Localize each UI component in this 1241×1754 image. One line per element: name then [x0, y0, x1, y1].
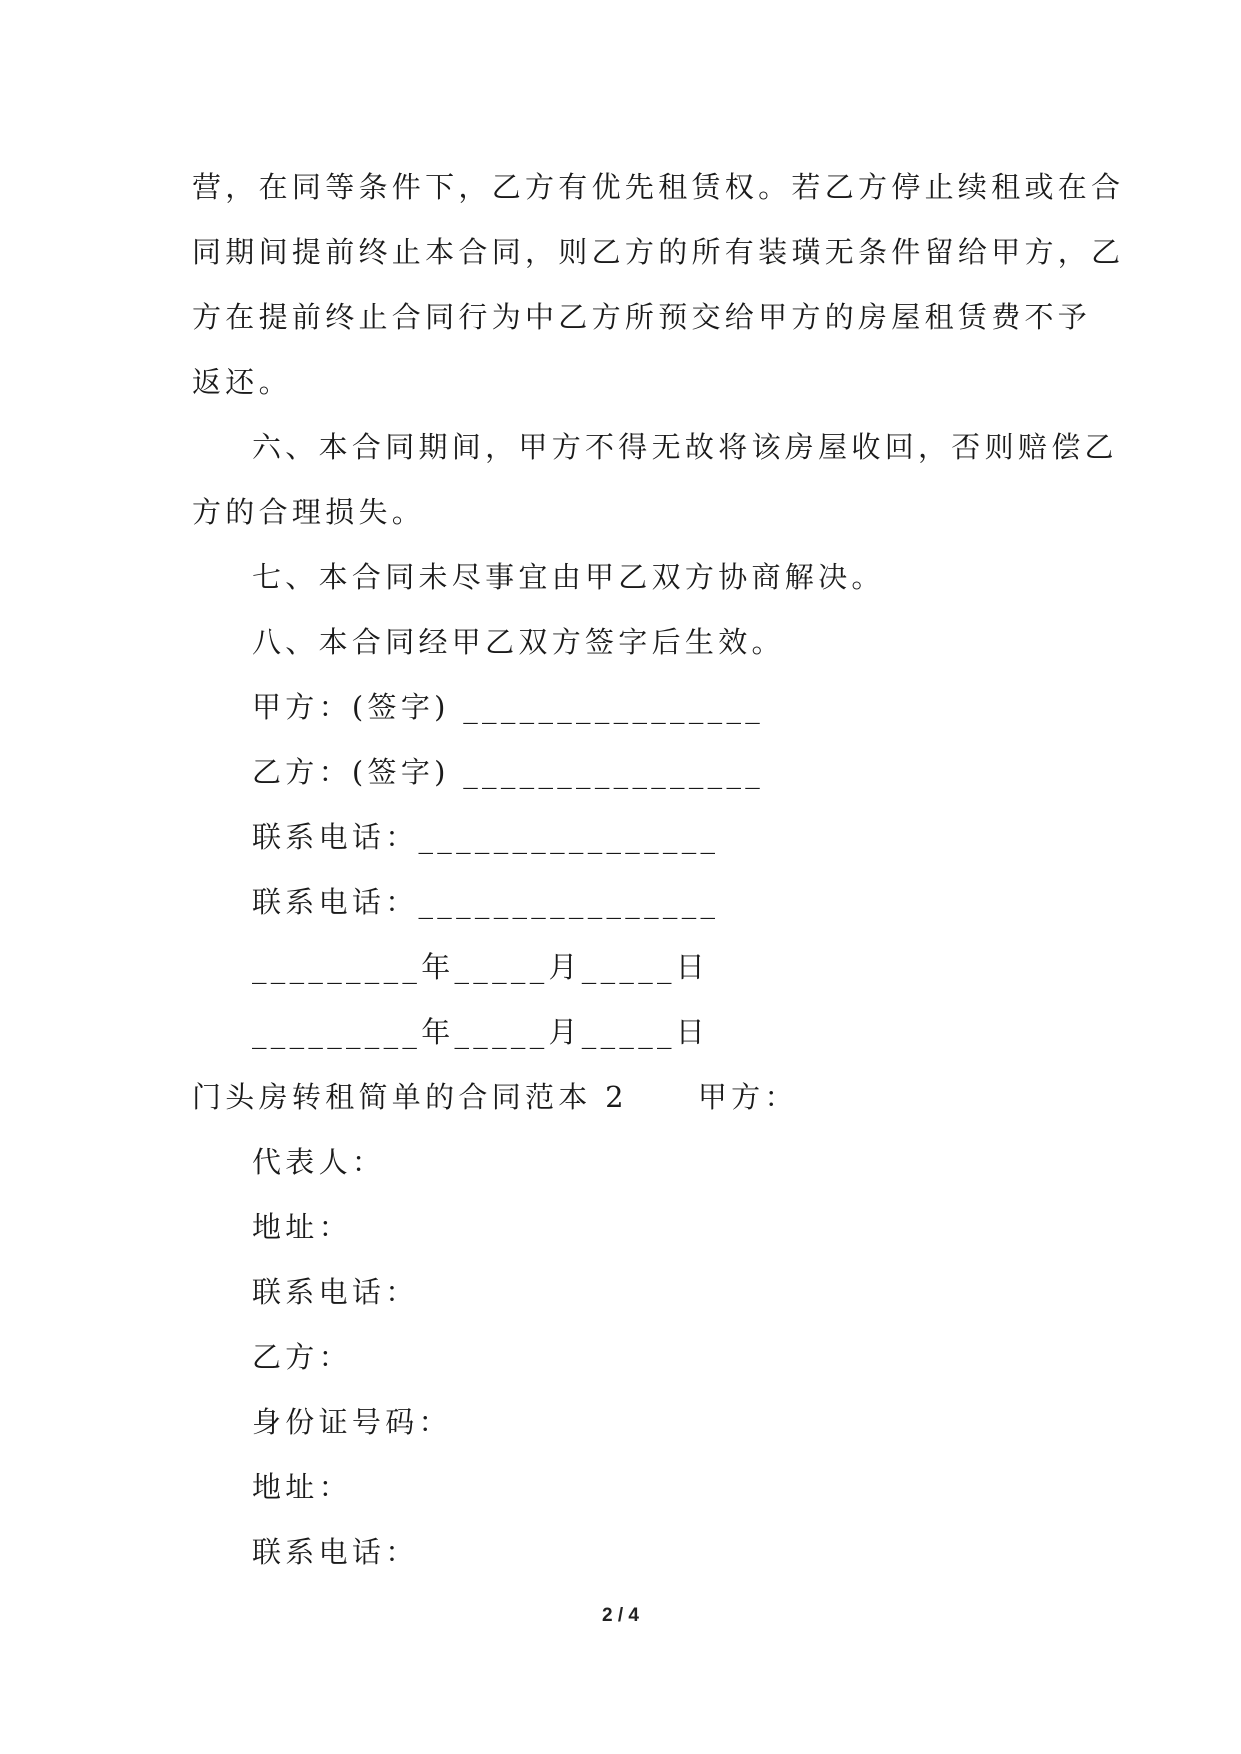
address-a-label: 地址：	[252, 1210, 352, 1244]
id-number-label: 身份证号码：	[252, 1405, 452, 1439]
clause-7: 七、本合同未尽事宜由甲乙双方协商解决。	[252, 560, 885, 594]
document-body	[192, 155, 1125, 1585]
address-b-label: 地址：	[252, 1470, 352, 1504]
phone-line-1: 联系电话：________________	[252, 820, 720, 854]
phone-line-2: 联系电话：________________	[252, 885, 720, 919]
clause-8: 八、本合同经甲乙双方签字后生效。	[252, 625, 785, 659]
party-b-label: 乙方：	[252, 1340, 352, 1374]
contract-2-party-a-label: 甲方：	[697, 1080, 798, 1114]
party-a-signature-line: 甲方：(签字) ________________	[252, 690, 765, 724]
date-line-2: _________年_____月_____日	[252, 1015, 710, 1049]
date-line-1: _________年_____月_____日	[252, 950, 710, 984]
phone-a-label: 联系电话：	[252, 1275, 419, 1309]
representative-label: 代表人：	[252, 1145, 386, 1179]
paragraph-line: 返还。	[192, 365, 292, 399]
paragraph-line: 营，在同等条件下，乙方有优先租赁权。若乙方停止续租或在合	[192, 170, 1125, 204]
page-number: 2 / 4	[602, 1605, 639, 1626]
paragraph-line: 方在提前终止合同行为中乙方所预交给甲方的房屋租赁费不予	[192, 300, 1092, 334]
party-b-signature-line: 乙方：(签字) ________________	[252, 755, 765, 789]
contract-2-heading-line	[192, 1065, 1052, 1130]
contract-2-heading: 门头房转租简单的合同范本 2	[192, 1080, 628, 1114]
clause-6-line: 方的合理损失。	[192, 495, 426, 529]
clause-6-line: 六、本合同期间，甲方不得无故将该房屋收回，否则赔偿乙	[252, 430, 1118, 464]
paragraph-line: 同期间提前终止本合同，则乙方的所有装璜无条件留给甲方，乙	[192, 235, 1125, 269]
phone-b-label: 联系电话：	[252, 1535, 419, 1569]
